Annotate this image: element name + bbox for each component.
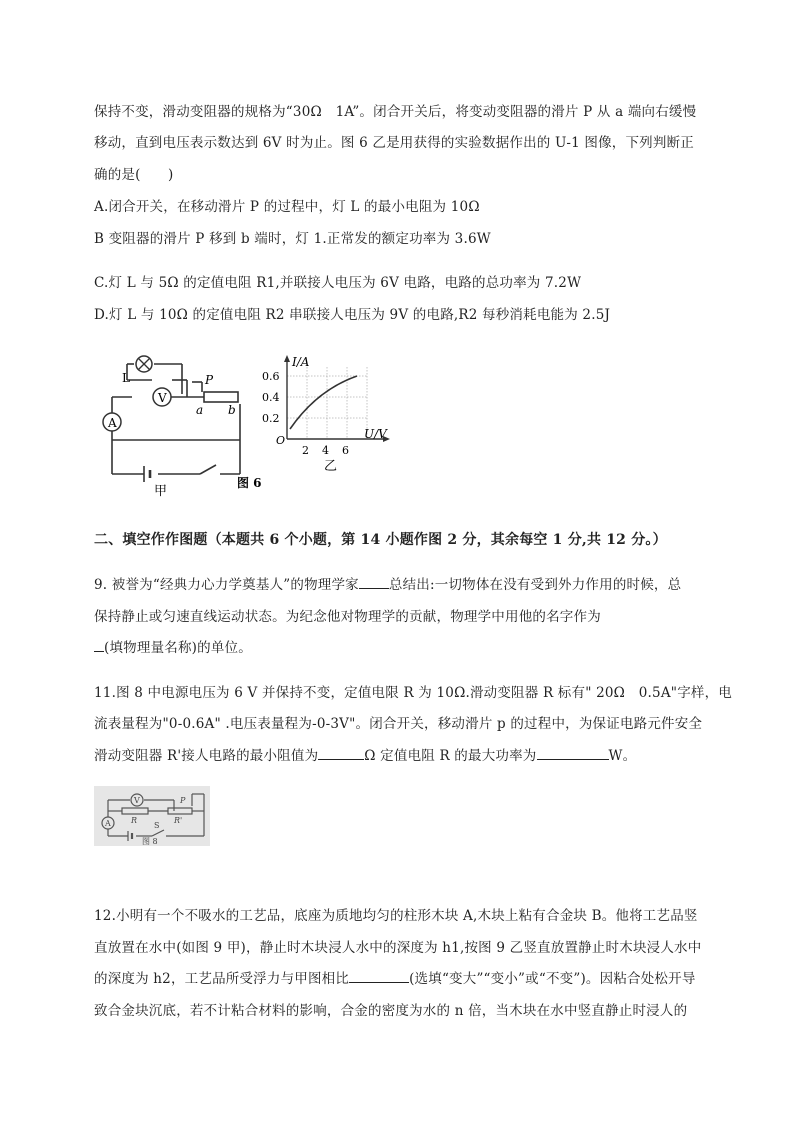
q9-text-c: (填物理量名称)的单位。 bbox=[104, 640, 252, 656]
fig6-end-a: a bbox=[196, 403, 204, 417]
q8-line-1: 保持不变，滑动变阻器的规格为“30Ω 1A”。闭合开关后，将变动变阻器的滑片 P 从 a 端向右缓慢 bbox=[94, 104, 697, 120]
q9-line-2: 保持静止或匀速直线运动状态。为纪念他对物理学的贡献，物理学中用他的名字作为 bbox=[94, 609, 601, 625]
fig8-switch-label: S bbox=[154, 821, 160, 830]
q12-line-2: 直放置在水中(如图 9 甲)，静止时木块浸人水中的深度为 h1,按图 9 乙竖直放置静止时木块浸人水中 bbox=[94, 940, 702, 956]
figure-8 bbox=[94, 786, 210, 846]
q9-text-a: 9. 被誉为“经典力心力学奠基人”的物理学家 bbox=[94, 577, 359, 593]
fig8-slider-label: P bbox=[180, 796, 186, 805]
q9-blank-1[interactable] bbox=[359, 576, 389, 589]
q8-line-2: 移动，直到电压表示数达到 6V 时为止。图 6 乙是用获得的实验数据作出的 U-1 图像，下列判断正 bbox=[94, 135, 694, 151]
q9-blank-2[interactable] bbox=[94, 639, 104, 652]
fig6-slider-label: P bbox=[205, 373, 214, 387]
q8-option-c: C.灯 L 与 5Ω 的定值电阻 R1,并联接人电压为 6V 电路，电路的总功率为 7.2W bbox=[94, 275, 582, 291]
q12-blank-1[interactable] bbox=[349, 970, 409, 983]
q11-line-1: 11.图 8 中电源电压为 6 V 并保持不变，定值电限 R 为 10Ω.滑动变阻器 R 标有" 20Ω 0.5A"字样，电 bbox=[94, 685, 732, 701]
fig6-x-axis-label: U/V bbox=[364, 427, 387, 441]
q8-line-3: 确的是( ) bbox=[94, 167, 174, 183]
fig6-origin: O bbox=[276, 434, 286, 447]
fig6-caption: 图 6 bbox=[237, 476, 262, 490]
figure-6 bbox=[92, 352, 402, 502]
q8-option-d: D.灯 L 与 10Ω 的定值电阻 R2 串联接人电压为 9V 的电路,R2 每秒消耗电能为 2.5J bbox=[94, 307, 611, 323]
fig6-lamp-label: L bbox=[122, 371, 130, 385]
q11-text-c: W。 bbox=[608, 748, 637, 764]
fig6-y-tick: 0.6 bbox=[262, 370, 280, 383]
q8-option-a: A.闭合开关，在移动滑片 P 的过程中，灯 L 的最小电阻为 10Ω bbox=[94, 199, 480, 215]
fig6-x-tick: 2 bbox=[302, 444, 309, 457]
q11-line-3 bbox=[94, 744, 636, 764]
q11-text-b: Ω 定值电阻 R 的最大功率为 bbox=[364, 748, 537, 764]
q9-line-3 bbox=[94, 636, 252, 656]
fig8-caption: 图 8 bbox=[142, 837, 158, 846]
q12-text-a: 的深度为 h2，工艺品所受浮力与甲图相比 bbox=[94, 971, 350, 987]
fig6-y-tick: 0.4 bbox=[262, 391, 280, 404]
fig6-x-tick: 4 bbox=[322, 444, 329, 457]
q12-line-1: 12.小明有一个不吸水的工艺品，底座为质地均匀的柱形木块 A,木块上粘有合金块 B。他将工艺品竖 bbox=[94, 908, 698, 924]
q9-line-1 bbox=[94, 573, 681, 593]
q11-blank-1[interactable] bbox=[318, 747, 364, 760]
fig8-ammeter-label: A bbox=[105, 819, 111, 828]
q8-option-b: B 变阻器的滑片 P 移到 b 端时，灯 1.正常发的额定功率为 3.6W bbox=[94, 231, 491, 247]
fig6-ammeter-label: A bbox=[108, 416, 117, 430]
fig6-right-label: 乙 bbox=[324, 459, 338, 474]
fig8-resistor-label: R bbox=[131, 816, 138, 825]
fig6-y-axis-label: I/A bbox=[292, 355, 310, 369]
q12-line-4: 致合金块沉底，若不计粘合材料的影响，合金的密度为水的 n 倍，当木块在水中竖直静止时浸人的 bbox=[94, 1003, 688, 1019]
q9-text-b: 总结出:一切物体在没有受到外力作用的时候，总 bbox=[388, 577, 682, 593]
q12-text-b: (选填“变大”“变小”或“不变”)。因粘合处松开导 bbox=[409, 971, 696, 987]
fig6-y-tick: 0.2 bbox=[262, 412, 280, 425]
section-2-heading: 二、填空作作图题（本题共 6 个小题，第 14 小题作图 2 分，其余每空 1 分,共 12 分。） bbox=[94, 532, 667, 548]
fig8-rheostat-label: R' bbox=[174, 816, 183, 825]
fig6-end-b: b bbox=[228, 403, 236, 417]
fig8-voltmeter-label: V bbox=[134, 796, 140, 805]
fig6-left-label: 甲 bbox=[154, 484, 168, 499]
q11-text-a: 滑动变阻器 R'接人电路的最小阻值为 bbox=[94, 748, 319, 764]
q11-blank-2[interactable] bbox=[537, 747, 609, 760]
q11-line-2: 流表量程为"0-0.6A" .电压表量程为-0-3V"。闭合开关，移动滑片 p 的过程中，为保证电路元件安全 bbox=[94, 716, 703, 732]
fig6-voltmeter-label: V bbox=[158, 391, 167, 405]
fig6-x-tick: 6 bbox=[342, 444, 349, 457]
q12-line-3 bbox=[94, 967, 696, 987]
